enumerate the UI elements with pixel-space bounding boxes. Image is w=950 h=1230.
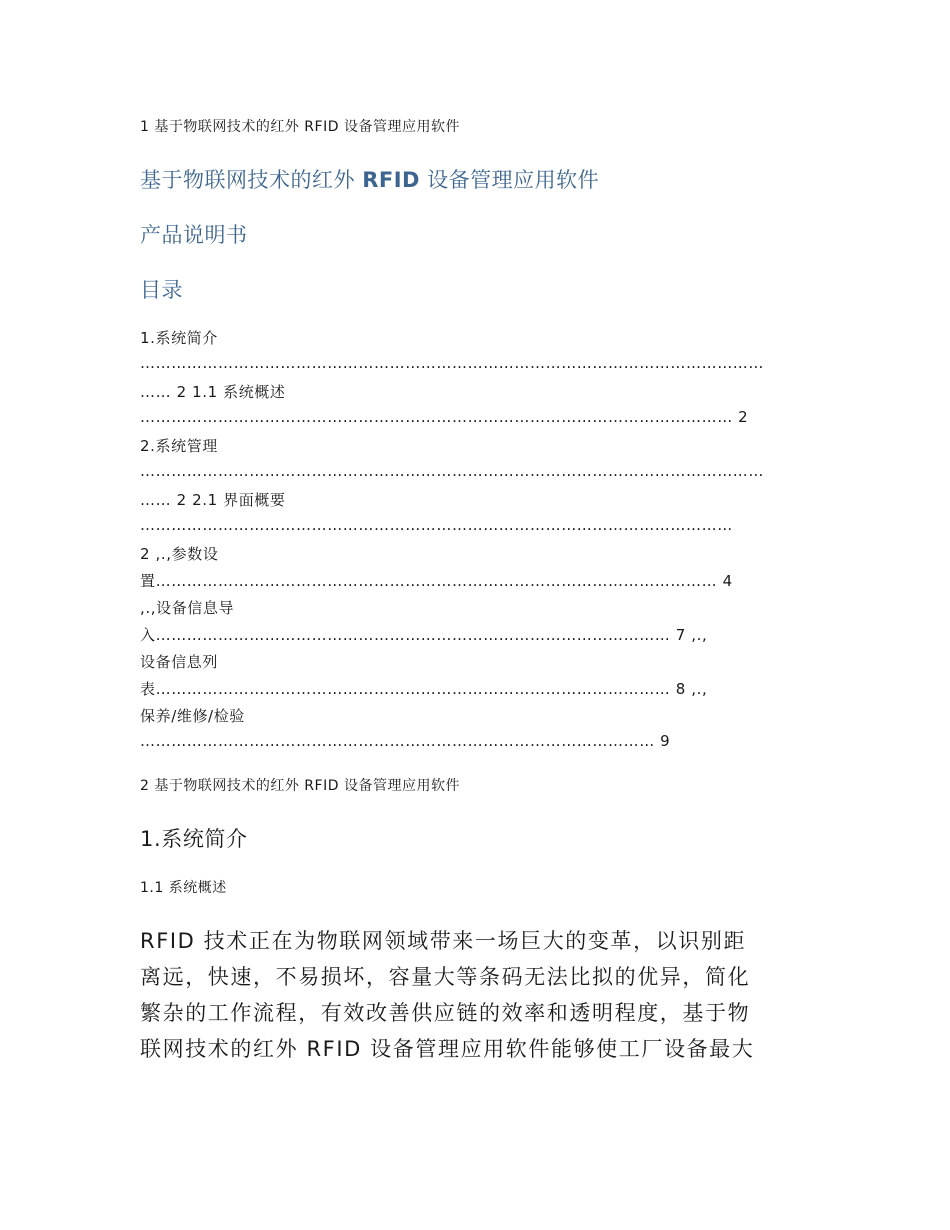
- toc-heading: 目录: [140, 278, 183, 302]
- toc-line: …… 2 2.1 界面概要: [140, 491, 286, 509]
- toc-line: …………………………………………………………………………………………………… 2: [140, 408, 749, 426]
- toc-line: …………………………………………………………………………………………………………: [140, 354, 764, 372]
- toc-line: 2.系统管理: [140, 437, 218, 455]
- toc-line: ……………………………………………………………………………………… 9: [140, 732, 671, 750]
- running-header: 1 基于物联网技术的红外 RFID 设备管理应用软件: [140, 119, 460, 135]
- section-heading: 1.系统简介: [140, 827, 248, 851]
- document-title: [140, 164, 599, 194]
- toc-line: ,.,设备信息导: [140, 599, 235, 617]
- toc-line: …………………………………………………………………………………………………………: [140, 462, 764, 480]
- title-suffix: 设备管理应用软件: [419, 168, 600, 192]
- body-line: RFID 技术正在为物联网领域带来一场巨大的变革，以识别距: [140, 929, 747, 953]
- title-latin: RFID: [362, 168, 420, 192]
- toc-line: 表……………………………………………………………………………………… 8 ,.,: [140, 680, 708, 698]
- toc-line: 入……………………………………………………………………………………… 7 ,.,: [140, 626, 708, 644]
- running-header: 2 基于物联网技术的红外 RFID 设备管理应用软件: [140, 778, 460, 794]
- toc-line: 设备信息列: [140, 653, 219, 671]
- body-line: 离远，快速，不易损坏，容量大等条码无法比拟的优异，简化: [140, 965, 751, 989]
- toc-line: 2 ,.,参数设: [140, 545, 219, 563]
- subsection-heading: 1.1 系统概述: [140, 880, 227, 896]
- toc-line: 1.系统简介: [140, 329, 218, 347]
- toc-line: 置……………………………………………………………………………………………… 4: [140, 572, 733, 590]
- title-prefix: 基于物联网技术的红外: [140, 168, 363, 192]
- toc-line: ……………………………………………………………………………………………………: [140, 516, 733, 534]
- toc-line: …… 2 1.1 系统概述: [140, 383, 286, 401]
- body-line: 繁杂的工作流程，有效改善供应链的效率和透明程度，基于物: [140, 1001, 751, 1025]
- toc-line: 保养/维修/检验: [140, 707, 245, 725]
- body-line: 联网技术的红外 RFID 设备管理应用软件能够使工厂设备最大: [140, 1037, 755, 1061]
- document-subtitle: 产品说明书: [140, 223, 248, 247]
